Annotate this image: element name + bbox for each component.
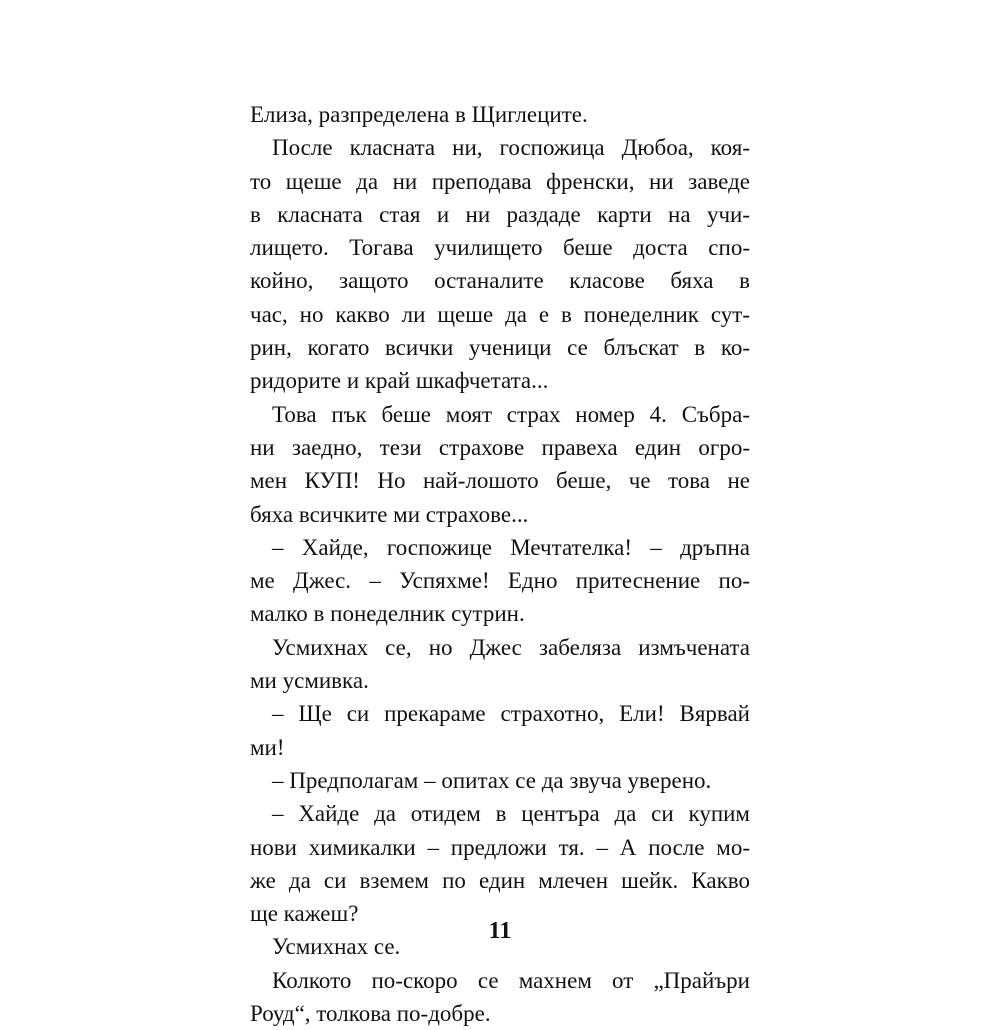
text-line: койно, защото останалите класове бяха в xyxy=(250,268,750,294)
text-line: – Хайде, госпожице Мечтателка! – дръпна xyxy=(272,534,750,560)
text-line: мен КУП! Но най-лошото беше, че това не xyxy=(250,468,750,494)
text-line: лището. Тогава училището беше доста спо- xyxy=(250,235,750,261)
text-line: ми! xyxy=(250,734,285,760)
text-line: Усмихнах се. xyxy=(272,934,401,960)
text-line: ридорите и край шкафчетата... xyxy=(250,368,549,394)
page-number: 11 xyxy=(488,918,512,944)
text-line: рин, когато всички ученици се блъскат в ко- xyxy=(250,335,750,361)
text-line: ми усмивка. xyxy=(250,668,369,694)
text-line: ни заедно, тези страхове правеха един огро- xyxy=(250,434,750,460)
text-line: ще кажеш? xyxy=(250,901,359,927)
text-line: ме Джес. – Успяхме! Едно притеснение по- xyxy=(250,568,750,594)
text-line: час, но какво ли щеше да е в понеделник сут- xyxy=(250,301,750,327)
text-line: в класната стая и ни раздаде карти на учи- xyxy=(250,201,750,227)
text-line: – Ще си прекараме страхотно, Ели! Вярвай xyxy=(272,701,750,727)
text-line: Роуд“, толкова по-добре. xyxy=(250,1001,491,1027)
text-line: – Предполагам – опитах се да звуча уверено. xyxy=(272,767,712,793)
text-line: – Хайде да отидем в центъра да си купим xyxy=(272,801,750,827)
body-text xyxy=(250,98,750,1030)
text-line: После класната ни, госпожица Дюбоа, коя- xyxy=(272,135,750,161)
text-line: нови химикалки – предложи тя. – А после мо- xyxy=(250,834,750,860)
text-line: Колкото по-скоро се махнем от „Прайъри xyxy=(272,967,750,993)
text-line: Елиза, разпределена в Щиглеците. xyxy=(250,102,588,127)
text-line: же да си вземем по един млечен шейк. Какво xyxy=(250,867,750,893)
text-line: бяха всичките ми страхове... xyxy=(250,501,529,527)
text-line: Усмихнах се, но Джес забеляза измъчената xyxy=(272,634,750,660)
text-line: то щеше да ни преподава френски, ни заведе xyxy=(250,168,750,194)
text-line: Това пък беше моят страх номер 4. Събра- xyxy=(272,401,750,427)
text-line: малко в понеделник сутрин. xyxy=(250,601,525,627)
